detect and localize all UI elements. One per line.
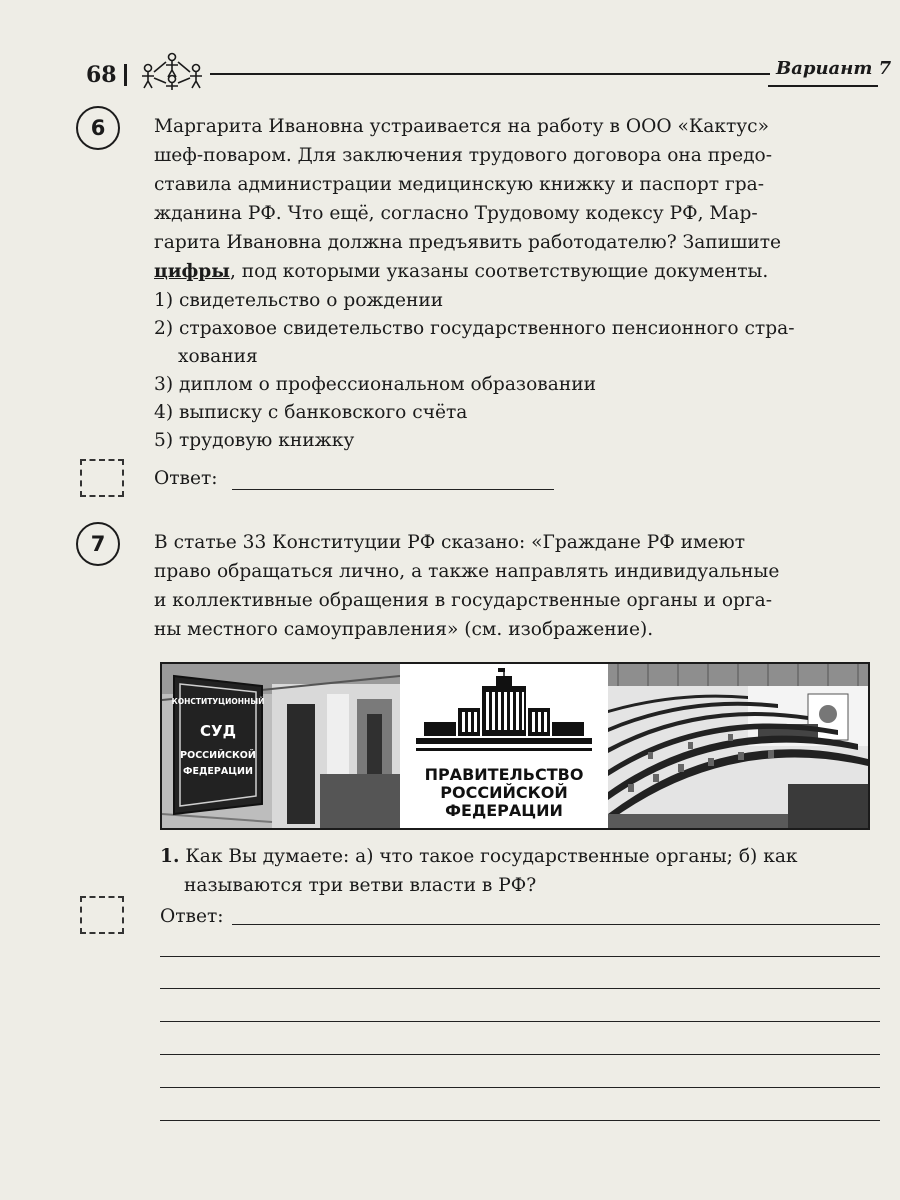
header-divider: [124, 64, 127, 86]
government-caption-line: ФЕДЕРАЦИИ: [445, 801, 563, 820]
task-7-answer-line[interactable]: [160, 988, 880, 989]
header-rule: [210, 73, 770, 75]
subquestion-number: 1.: [160, 846, 180, 867]
constitutional-court-photo: [162, 664, 400, 828]
task-6-score-box[interactable]: [80, 459, 124, 497]
task-7-line: ны местного самоуправления» (см. изображение).: [154, 619, 654, 640]
task-6-line: шеф-поваром. Для заключения трудового договора она предо-: [154, 145, 773, 166]
task-7-answer-label: Ответ:: [160, 906, 224, 927]
task-6-line: жданина РФ. Что ещё, согласно Трудовому кодексу РФ, Мар-: [154, 203, 758, 224]
subquestion-line-1: [160, 842, 880, 871]
court-sign-line-1: КОНСТИТУЦИОННЫЙ: [171, 697, 265, 706]
court-sign-line-2: СУД: [200, 722, 236, 740]
option-2-continuation: хования: [178, 346, 258, 367]
government-logo-panel: [400, 664, 608, 828]
government-caption: [400, 766, 608, 820]
parliament-hall-photo: [608, 664, 868, 828]
option-5: 5) трудовую книжку: [154, 430, 355, 451]
option-1: 1) свидетельство о рождении: [154, 290, 444, 311]
variant-label: Вариант 7: [776, 58, 892, 79]
option-2: 2) страховое свидетельство государственного пенсионного стра-: [154, 318, 795, 339]
task-7-answer-line[interactable]: [160, 1087, 880, 1088]
task-6-line: [154, 257, 882, 286]
task-6-line: гарита Ивановна должна предъявить работодателю? Запишите: [154, 232, 782, 253]
task-7-subquestion: [160, 842, 880, 900]
people-group-icon: [136, 50, 208, 94]
task-6-keyword: цифры: [154, 261, 230, 282]
variant-underline: [768, 85, 878, 87]
task-7-answer-line[interactable]: [160, 956, 880, 957]
task-7-line: право обращаться лично, а также направлять индивидуальные: [154, 561, 780, 582]
subquestion-line-2: называются три ветви власти в РФ?: [184, 875, 537, 896]
task-6-line-rest: , под которыми указаны соответствующие документы.: [229, 261, 769, 282]
option-3: 3) диплом о профессиональном образовании: [154, 374, 596, 395]
white-house-icon: [400, 664, 608, 764]
government-images-strip: [160, 662, 870, 830]
task-7-score-box[interactable]: [80, 896, 124, 934]
subquestion-text: Как Вы думаете: а) что такое государственные органы; б) как: [185, 846, 798, 867]
task-7-answer-line[interactable]: [160, 1021, 880, 1022]
page-number: 68: [86, 62, 117, 88]
task-6-answer-field[interactable]: [232, 489, 554, 490]
task-7-answer-line[interactable]: [232, 924, 880, 925]
task-7-line: и коллективные обращения в государственные органы и орга-: [154, 590, 773, 611]
task-6-answer-label: Ответ:: [154, 468, 218, 489]
task-7-answer-line[interactable]: [160, 1120, 880, 1121]
task-6-line: ставила администрации медицинскую книжку и паспорт гра-: [154, 174, 764, 195]
court-sign-line-4: ФЕДЕРАЦИИ: [183, 766, 253, 777]
task-6-text: [154, 112, 882, 286]
government-caption-line: РОССИЙСКОЙ: [440, 783, 568, 802]
option-4: 4) выписку с банковского счёта: [154, 402, 468, 423]
task-7-answer-line[interactable]: [160, 1054, 880, 1055]
task-7-number: 7: [76, 522, 120, 566]
task-6-line: Маргарита Ивановна устраивается на работу в ООО «Кактус»: [154, 116, 769, 137]
task-6-number: 6: [76, 106, 120, 150]
court-sign-line-3: РОССИЙСКОЙ: [180, 750, 256, 761]
task-7-text: [154, 528, 882, 644]
task-7-line: В статье 33 Конституции РФ сказано: «Граждане РФ имеют: [154, 532, 745, 553]
government-caption-line: ПРАВИТЕЛЬСТВО: [424, 765, 584, 784]
